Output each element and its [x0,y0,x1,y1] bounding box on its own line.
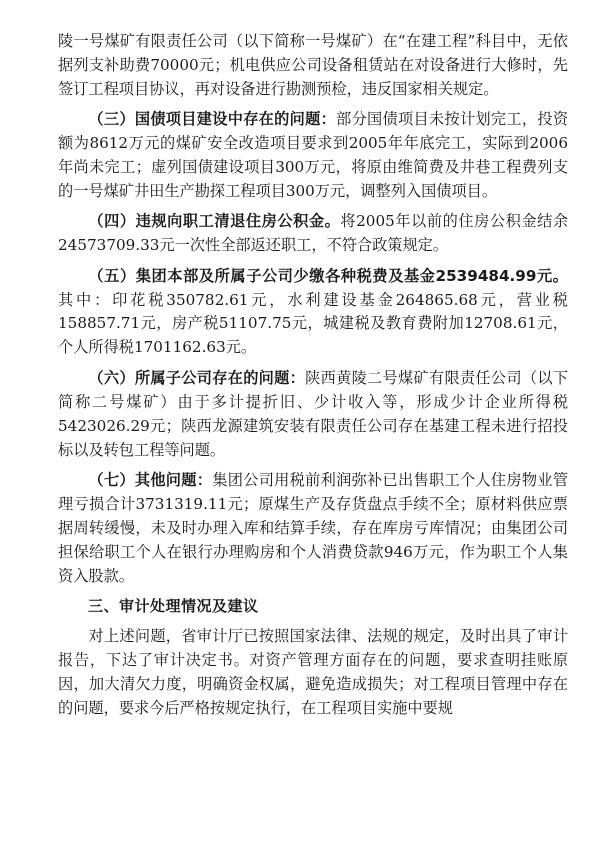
paragraph-text: 陕西黄陵二号煤矿有限责任公司（以下简称二号煤矿）由于多计提折旧、少计收入等，形成少计企业所得税5423026.29元；陕西龙源建筑安装有限责任公司存在基建工程未进行招投标以及转包工程等问题。 [58,368,569,459]
paragraph-text: 部分国债项目未按计划完工，投资额为8612万元的煤矿安全改造项目要求到2005年年底完工，实际到2006年尚未完工；虚列国债建设项目300万元，将原由维简费及井巷工程费列支的一号煤矿井田生产勘探工程项目300万元，调整列入国债项目。 [58,110,569,200]
item-heading: （六）所属子公司存在的问题： [88,368,306,387]
paragraph-item-4 [58,210,568,258]
paragraph-continuation [58,30,568,102]
paragraph-item-6 [58,367,568,463]
paragraph-item-7 [58,469,568,589]
section-heading: 三、审计处理情况及建议 [88,596,259,615]
paragraph-text: 集团公司用税前利润弥补已出售职工个人住房物业管理亏损合计3731319.11元；原煤生产及存货盘点手续不全；原材料供应票据周转缓慢，未及时办理入库和结算手续，存在库房亏库情况；由集团公司担保给职工个人在银行办理购房和个人消费贷款946万元，作为职工个人集资入股款。 [58,470,569,585]
item-heading: （三）国债项目建设中存在的问题： [88,110,337,129]
paragraph-item-3 [58,108,568,204]
document-page [58,30,568,727]
paragraph-item-5 [58,265,568,361]
paragraph-text: 对上述问题，省审计厅已按照国家法律、法规的规定，及时出具了审计报告，下达了审计决定书。对资产管理方面存在的问题，要求查明挂账原因，加大清欠力度，明确资金权属，避免造成损失；对工程项目管理中存在的问题，要求今后严格按规定执行，在工程项目实施中要规 [58,626,568,717]
item-heading: （四）违规向职工清退住房公积金。 [88,212,341,231]
paragraph-text: 其中：印花税350782.61元，水利建设基金264865.68元，营业税158857.71元，房产税51107.75元，城建税及教育费附加12708.61元，个人所得税1701162.63元。 [58,290,568,357]
paragraph-text: 将2005年以前的住房公积金结余24573709.33元一次性全部返还职工，不符合政策规定。 [58,212,569,255]
item-heading: （七）其他问题： [88,470,213,489]
paragraph-closing [58,625,568,721]
item-heading: （五）集团本部及所属子公司少缴各种税费及基金2539484.99元。 [88,266,568,285]
paragraph-text: 陵一号煤矿有限责任公司（以下简称一号煤矿）在“在建工程”科目中，无依据列支补助费70000元；机电供应公司设备租赁站在对设备进行大修时，先签订工程项目协议，再对设备进行勘测预检，违反国家相关规定。 [58,32,568,98]
